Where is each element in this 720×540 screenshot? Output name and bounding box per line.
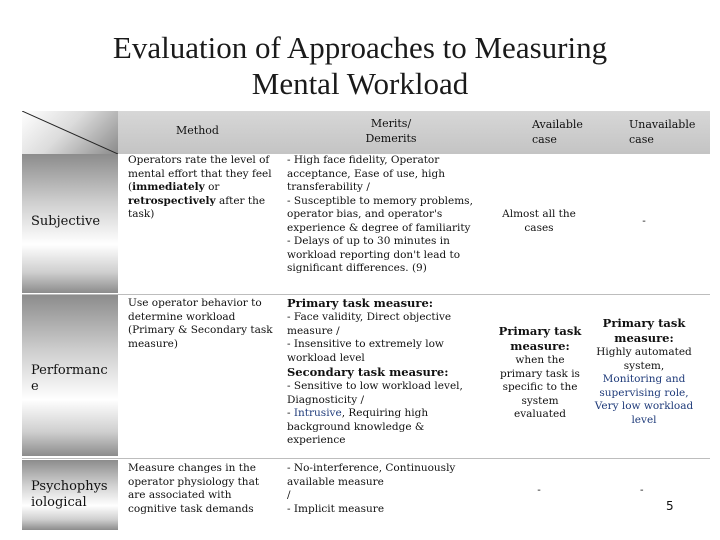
header-method: [118, 111, 286, 154]
row-label-performance-line2: e: [31, 379, 39, 394]
subjective-merit-1: - High face fidelity, Operator acceptance, Ease of use, high transferability /: [287, 154, 446, 193]
subjective-method-part-b: or: [204, 181, 220, 193]
performance-unavailable-heading: Primary task measure:: [602, 316, 686, 345]
subjective-method: [128, 154, 274, 222]
slide-title: [0, 30, 720, 102]
psycho-merit-1: - No-interference, Continuously available measure: [287, 462, 456, 488]
header-unavailable: [604, 111, 710, 154]
psycho-merit-2: /: [287, 489, 291, 501]
subjective-merit-2: - Susceptible to memory problems, operator bias, and operator's experience & degree of familiarity: [287, 194, 473, 234]
header-available-line1: Available: [532, 118, 583, 131]
subjective-merits: [287, 154, 475, 276]
subjective-merit-3: - Delays of up to 30 minutes in workload reporting don't lead to significant differences. (9): [287, 235, 461, 274]
header-merits-label: [346, 116, 436, 146]
subjective-available-text: Almost all the cases: [502, 208, 576, 234]
row-divider: [22, 458, 710, 459]
psycho-merit-3: - Implicit measure: [287, 502, 385, 515]
table-header-row: [22, 111, 710, 154]
row-label-subjective: [22, 154, 118, 293]
psychophysiological-available: [494, 484, 584, 498]
subjective-method-retrospectively: retrospectively: [128, 194, 216, 207]
header-unavailable-line1: Unavailable: [629, 118, 696, 131]
performance-available: [494, 324, 586, 422]
subjective-method-part-a: Operators rate the level of mental effort that they feel (: [128, 154, 272, 193]
psychophysiological-method: [128, 462, 274, 516]
header-unavailable-line2: case: [629, 133, 654, 146]
performance-unavailable-text-1: Highly automated system,: [596, 346, 692, 372]
performance-secondary-merit-2: [287, 407, 479, 448]
performance-merits: [287, 296, 479, 448]
header-available-label: [532, 117, 583, 147]
performance-secondary-merit-1: - Sensitive to low workload level, Diagnosticity /: [287, 380, 463, 406]
header-available-line2: case: [532, 133, 557, 146]
psychophysiological-unavailable: [640, 484, 660, 498]
performance-primary-merit-1: - Face validity, Direct objective measure /: [287, 311, 452, 337]
row-label-psychophysiological-text: [31, 479, 108, 511]
row-label-performance-line1: Performanc: [31, 363, 108, 378]
subjective-unavailable-text: -: [642, 215, 646, 227]
performance-method-text: Use operator behavior to determine workload (Primary & Secondary task measure): [128, 297, 273, 350]
row-label-subjective-text: Subjective: [31, 214, 101, 229]
page-number: 5: [666, 499, 674, 513]
row-label-psycho-line2: iological: [31, 495, 87, 510]
performance-secondary-heading: Secondary task measure:: [287, 365, 449, 379]
row-label-performance-text: [31, 363, 108, 395]
row-divider: [22, 294, 710, 295]
performance-unavailable-text-2: Monitoring and supervising role,: [599, 373, 689, 399]
header-method-label: Method: [176, 124, 219, 137]
header-unavailable-label: [629, 117, 695, 147]
subjective-available: [494, 208, 584, 235]
header-merits: [286, 111, 498, 154]
header-merits-line1: Merits/: [370, 117, 412, 130]
performance-unavailable: [592, 316, 696, 427]
performance-unavailable-text-3: Very low workload level: [594, 400, 694, 426]
performance-available-text: when the primary task is specific to the system evaluated: [500, 354, 580, 420]
performance-secondary-merit-2-rest: , Requiring high background knowledge & experience: [287, 407, 429, 446]
header-merits-line2: Demerits: [365, 132, 417, 145]
row-label-performance: [22, 295, 118, 456]
subjective-method-part-c: after the task): [128, 194, 266, 220]
psychophysiological-method-text: Measure changes in the operator physiology that are associated with cognitive task demands: [128, 462, 260, 515]
performance-available-heading: Primary task measure:: [498, 324, 582, 353]
performance-secondary-merit-2-prefix: -: [287, 407, 294, 419]
row-label-psycho-line1: Psychophys: [31, 479, 108, 494]
performance-primary-merit-2: - Insensitive to extremely low workload level: [287, 338, 444, 364]
performance-primary-heading: Primary task measure:: [287, 296, 434, 310]
row-label-psychophysiological: [22, 460, 118, 530]
psychophysiological-merits: [287, 462, 472, 516]
psycho-unavailable-text: -: [640, 484, 644, 496]
performance-method: [128, 297, 278, 351]
title-line-1: Evaluation of Approaches to Measuring: [112, 30, 608, 65]
performance-intrusive-text: Intrusive: [293, 407, 342, 419]
subjective-method-immediately: immediately: [132, 181, 205, 193]
header-available: [498, 111, 604, 154]
subjective-unavailable: [596, 215, 692, 229]
psycho-available-text: -: [537, 484, 541, 496]
subjective-method-text: [128, 154, 274, 222]
title-line-2: Mental Workload: [251, 66, 469, 101]
